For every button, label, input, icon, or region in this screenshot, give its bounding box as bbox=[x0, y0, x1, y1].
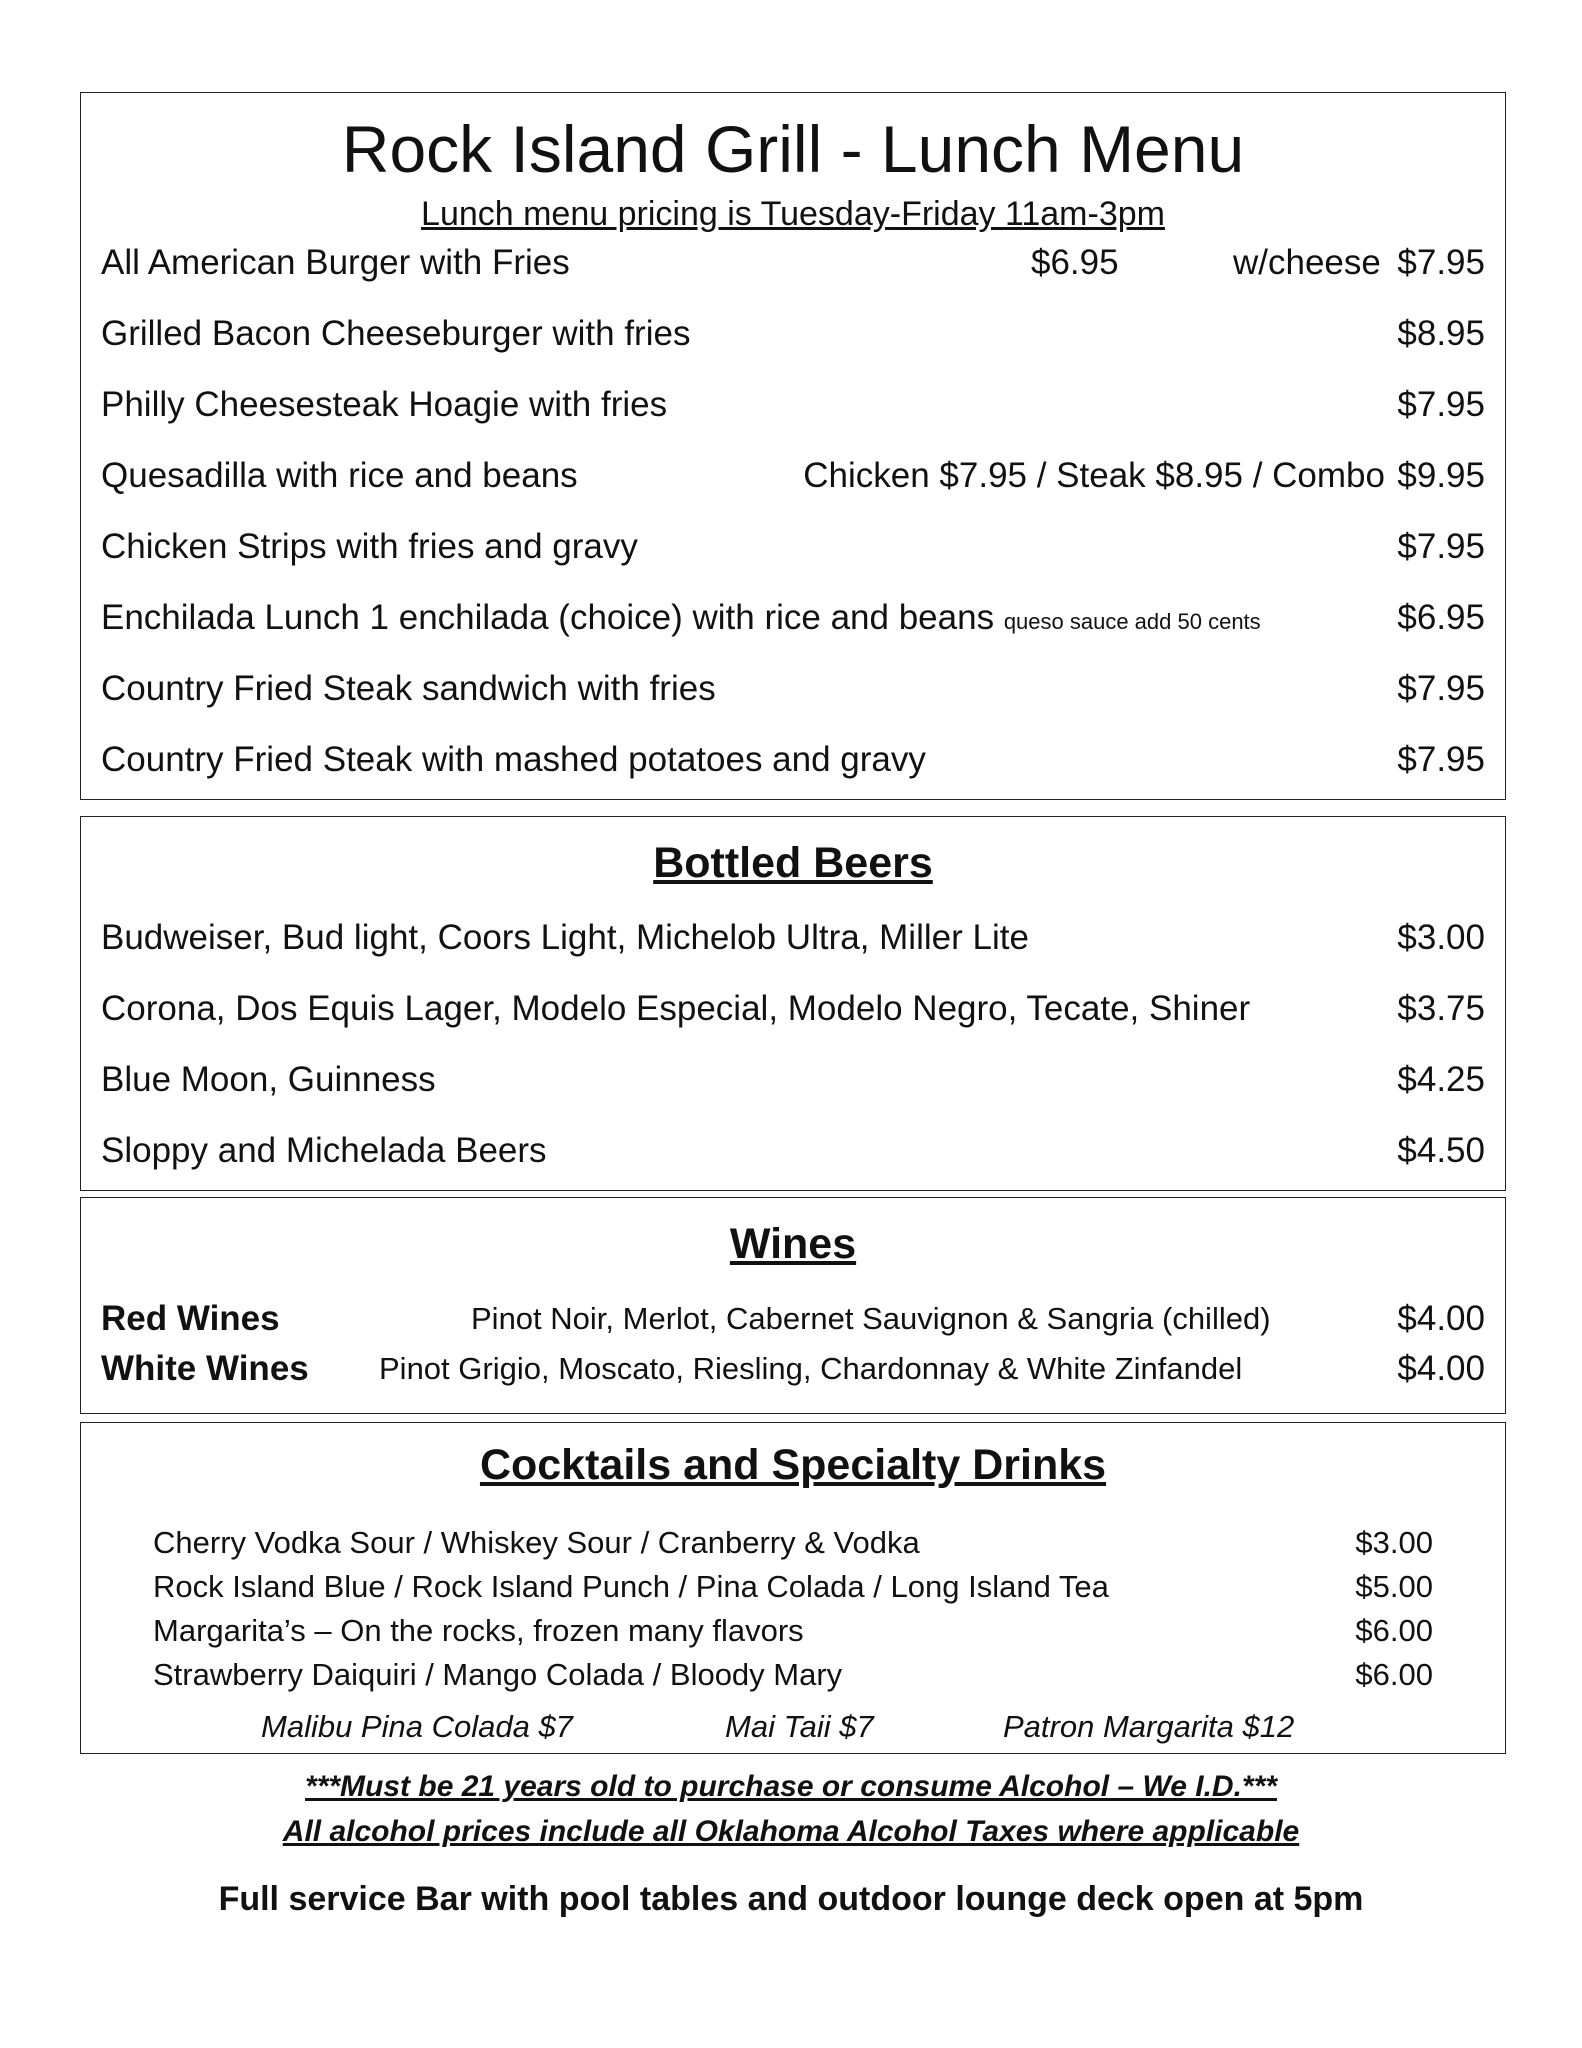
menu-item bbox=[101, 736, 1485, 784]
age-notice: ***Must be 21 years old to purchase or consume Alcohol – We I.D.*** bbox=[305, 1770, 1277, 1803]
wine-label: Red Wines bbox=[101, 1299, 280, 1338]
item-name: Philly Cheesesteak Hoagie with fries bbox=[101, 385, 668, 424]
item-price: $7.95 bbox=[1397, 527, 1485, 566]
tax-notice: All alcohol prices include all Oklahoma Alcohol Taxes where applicable bbox=[282, 1815, 1300, 1848]
wine-item-red bbox=[101, 1294, 1485, 1344]
section-title: Cocktails and Specialty Drinks bbox=[479, 1441, 1107, 1489]
item-name: Blue Moon, Guinness bbox=[101, 1060, 436, 1099]
section-title: Wines bbox=[729, 1220, 857, 1268]
item-name: Grilled Bacon Cheeseburger with fries bbox=[101, 314, 691, 353]
menu-item-quesadilla bbox=[101, 452, 1485, 500]
menu-item bbox=[101, 310, 1485, 358]
item-name: Cherry Vodka Sour / Whiskey Sour / Cranberry & Vodka bbox=[153, 1525, 920, 1560]
item-name: All American Burger with Fries bbox=[101, 243, 570, 282]
menu-title: Rock Island Grill - Lunch Menu bbox=[341, 112, 1245, 186]
cheese-price: $7.95 bbox=[1397, 243, 1485, 282]
item-price: $4.50 bbox=[1397, 1131, 1485, 1170]
item-price: $7.95 bbox=[1397, 385, 1485, 424]
item-price: $3.75 bbox=[1397, 989, 1485, 1028]
item-name: Sloppy and Michelada Beers bbox=[101, 1131, 547, 1170]
cheese-label: w/cheese bbox=[1233, 243, 1381, 282]
item-price: $8.95 bbox=[1397, 314, 1485, 353]
bottled-beers-section bbox=[80, 816, 1506, 1191]
item-price: $6.95 bbox=[1031, 243, 1119, 282]
special-drink: Malibu Pina Colada $7 bbox=[261, 1709, 573, 1744]
item-price: $7.95 bbox=[1397, 669, 1485, 708]
item-price: $7.95 bbox=[1397, 740, 1485, 779]
item-price: $9.95 bbox=[1397, 456, 1485, 495]
item-price: $6.00 bbox=[1355, 1657, 1433, 1692]
lunch-hours-note: Lunch menu pricing is Tuesday-Friday 11am-3pm bbox=[421, 195, 1165, 233]
item-name: Country Fried Steak sandwich with fries bbox=[101, 669, 716, 708]
menu-item-burger bbox=[101, 239, 1485, 287]
special-drink: Patron Margarita $12 bbox=[1003, 1709, 1295, 1744]
beer-item bbox=[101, 1056, 1485, 1104]
item-price: $6.95 bbox=[1397, 598, 1485, 637]
cocktail-item bbox=[153, 1565, 1433, 1609]
menu-item bbox=[101, 381, 1485, 429]
specialty-drinks-row bbox=[81, 1705, 1505, 1749]
bar-notice: Full service Bar with pool tables and outdoor lounge deck open at 5pm bbox=[218, 1880, 1364, 1918]
wine-desc: Pinot Grigio, Moscato, Riesling, Chardonnay & White Zinfandel bbox=[379, 1351, 1243, 1386]
wine-desc: Pinot Noir, Merlot, Cabernet Sauvignon & Sangria (chilled) bbox=[471, 1301, 1271, 1336]
wine-item-white bbox=[101, 1344, 1485, 1394]
wine-price: $4.00 bbox=[1397, 1299, 1485, 1338]
item-price: $4.25 bbox=[1397, 1060, 1485, 1099]
menu-item bbox=[101, 523, 1485, 571]
item-name: Country Fried Steak with mashed potatoes and gravy bbox=[101, 740, 926, 779]
menu-item-enchilada bbox=[101, 594, 1485, 642]
item-price: $3.00 bbox=[1355, 1525, 1433, 1560]
item-price: $5.00 bbox=[1355, 1569, 1433, 1604]
enchilada-note: queso sauce add 50 cents bbox=[1003, 609, 1261, 634]
item-name: Margarita’s – On the rocks, frozen many flavors bbox=[153, 1613, 804, 1648]
wine-price: $4.00 bbox=[1397, 1349, 1485, 1388]
wines-section bbox=[80, 1197, 1506, 1414]
item-name: Quesadilla with rice and beans bbox=[101, 456, 578, 495]
cocktail-item bbox=[153, 1609, 1433, 1653]
quesadilla-options: Chicken $7.95 / Steak $8.95 / Combo bbox=[803, 456, 1385, 495]
beer-item bbox=[101, 985, 1485, 1033]
item-name: Corona, Dos Equis Lager, Modelo Especial, Modelo Negro, Tecate, Shiner bbox=[101, 989, 1251, 1028]
beer-item bbox=[101, 914, 1485, 962]
menu-item bbox=[101, 665, 1485, 713]
beer-item bbox=[101, 1127, 1485, 1175]
cocktail-item bbox=[153, 1653, 1433, 1697]
cocktail-item bbox=[153, 1521, 1433, 1565]
item-name: Strawberry Daiquiri / Mango Colada / Bloody Mary bbox=[153, 1657, 843, 1692]
special-drink: Mai Taii $7 bbox=[725, 1709, 874, 1744]
item-name: Budweiser, Bud light, Coors Light, Michelob Ultra, Miller Lite bbox=[101, 918, 1029, 957]
item-name: Rock Island Blue / Rock Island Punch / Pina Colada / Long Island Tea bbox=[153, 1569, 1109, 1604]
section-title: Bottled Beers bbox=[653, 839, 933, 887]
item-price: $3.00 bbox=[1397, 918, 1485, 957]
wine-label: White Wines bbox=[101, 1349, 309, 1388]
item-name: Chicken Strips with fries and gravy bbox=[101, 527, 638, 566]
cocktails-section bbox=[80, 1422, 1506, 1754]
lunch-menu-section bbox=[80, 92, 1506, 800]
item-name: Enchilada Lunch 1 enchilada (choice) with rice and beans queso sauce add 50 cents bbox=[101, 598, 1261, 637]
item-price: $6.00 bbox=[1355, 1613, 1433, 1648]
